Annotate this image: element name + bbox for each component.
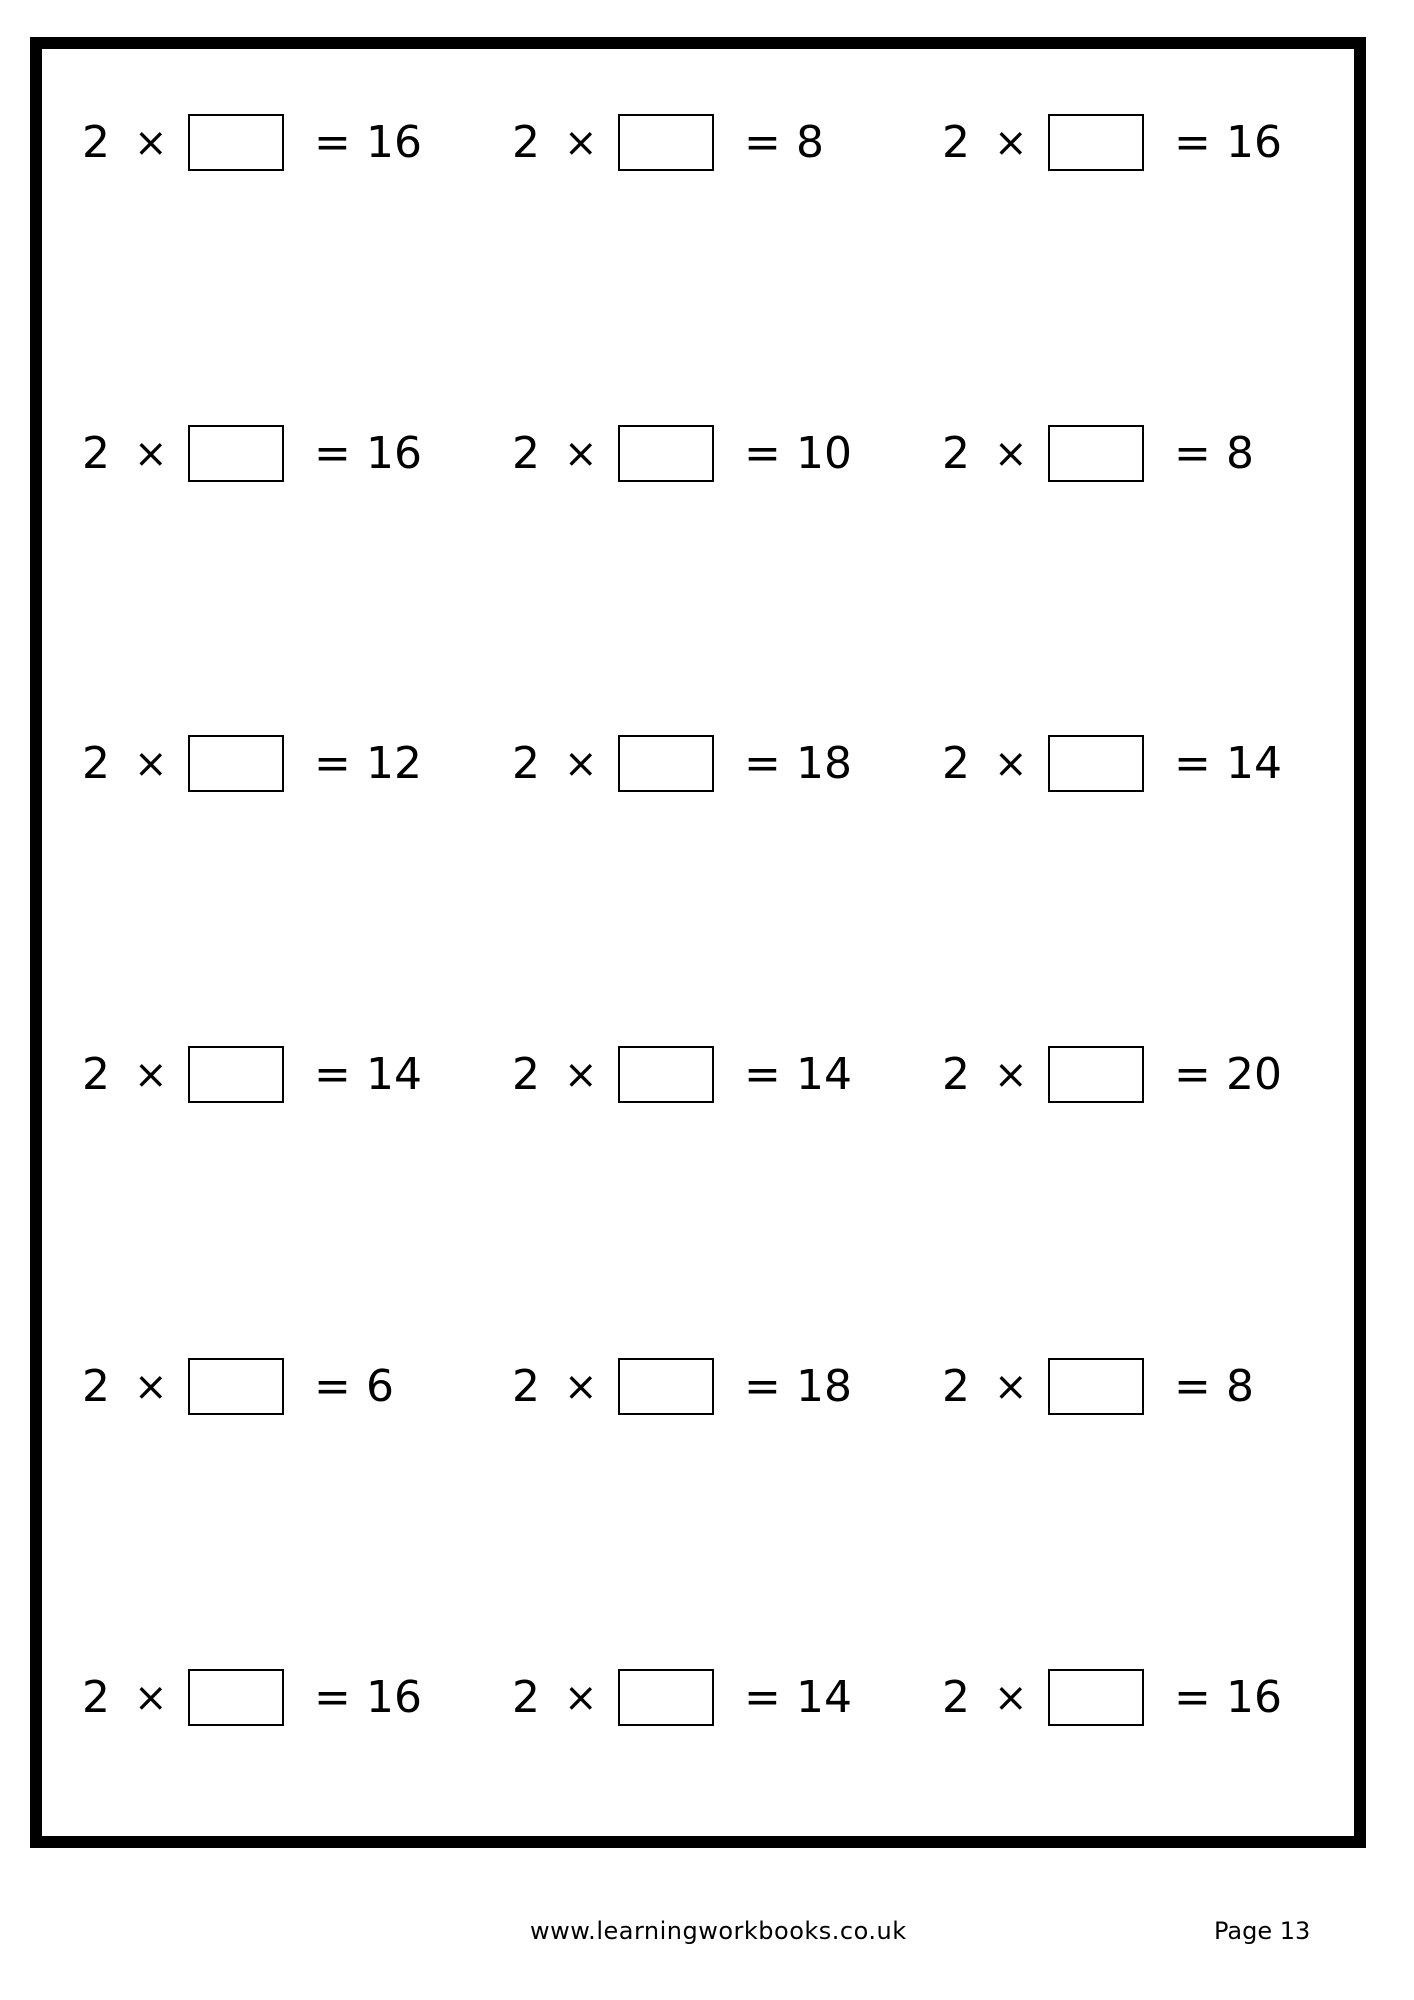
times-sign: ×	[134, 120, 168, 166]
factor: 2	[82, 1361, 110, 1412]
answer-box[interactable]	[188, 425, 284, 482]
times-sign: ×	[994, 431, 1028, 477]
factor: 2	[512, 1672, 540, 1723]
times-sign: ×	[134, 431, 168, 477]
problem	[942, 424, 1342, 484]
problem	[512, 734, 912, 794]
times-sign: ×	[564, 120, 598, 166]
answer-box[interactable]	[1048, 1046, 1144, 1103]
factor: 2	[942, 1361, 970, 1412]
equals-sign: =	[314, 1361, 351, 1412]
worksheet-border	[30, 37, 1366, 1848]
equals-sign: =	[744, 1361, 781, 1412]
factor: 2	[512, 738, 540, 789]
answer-box[interactable]	[188, 1669, 284, 1726]
factor: 2	[82, 1672, 110, 1723]
times-sign: ×	[134, 1675, 168, 1721]
product: 6	[366, 1361, 394, 1412]
equals-sign: =	[744, 117, 781, 168]
equals-sign: =	[1174, 117, 1211, 168]
problem	[942, 113, 1342, 173]
answer-box[interactable]	[188, 1046, 284, 1103]
equals-sign: =	[314, 1049, 351, 1100]
times-sign: ×	[994, 741, 1028, 787]
times-sign: ×	[564, 741, 598, 787]
problem	[942, 1357, 1342, 1417]
answer-box[interactable]	[1048, 1358, 1144, 1415]
factor: 2	[82, 738, 110, 789]
problem	[82, 734, 482, 794]
product: 16	[366, 1672, 422, 1723]
problem	[512, 424, 912, 484]
equals-sign: =	[314, 1672, 351, 1723]
equals-sign: =	[314, 117, 351, 168]
times-sign: ×	[564, 1052, 598, 1098]
times-sign: ×	[994, 1364, 1028, 1410]
product: 8	[1226, 428, 1254, 479]
equals-sign: =	[1174, 738, 1211, 789]
times-sign: ×	[994, 120, 1028, 166]
answer-box[interactable]	[618, 114, 714, 171]
answer-box[interactable]	[618, 1358, 714, 1415]
equals-sign: =	[1174, 1361, 1211, 1412]
times-sign: ×	[564, 1364, 598, 1410]
times-sign: ×	[994, 1675, 1028, 1721]
times-sign: ×	[564, 1675, 598, 1721]
product: 18	[796, 738, 852, 789]
answer-box[interactable]	[188, 114, 284, 171]
answer-box[interactable]	[188, 1358, 284, 1415]
factor: 2	[942, 117, 970, 168]
equals-sign: =	[314, 738, 351, 789]
factor: 2	[512, 117, 540, 168]
equals-sign: =	[744, 428, 781, 479]
answer-box[interactable]	[618, 1046, 714, 1103]
factor: 2	[82, 1049, 110, 1100]
equals-sign: =	[744, 738, 781, 789]
answer-box[interactable]	[1048, 425, 1144, 482]
answer-box[interactable]	[188, 735, 284, 792]
page-number: Page 13	[1214, 1917, 1311, 1945]
product: 16	[1226, 1672, 1282, 1723]
answer-box[interactable]	[1048, 1669, 1144, 1726]
problem	[82, 424, 482, 484]
equals-sign: =	[1174, 1672, 1211, 1723]
problem	[512, 1357, 912, 1417]
factor: 2	[942, 1672, 970, 1723]
factor: 2	[512, 1361, 540, 1412]
product: 16	[1226, 117, 1282, 168]
footer-url: www.learningworkbooks.co.uk	[530, 1917, 907, 1945]
product: 18	[796, 1361, 852, 1412]
equals-sign: =	[1174, 428, 1211, 479]
factor: 2	[942, 428, 970, 479]
product: 16	[366, 117, 422, 168]
product: 16	[366, 428, 422, 479]
factor: 2	[512, 428, 540, 479]
problem	[942, 1668, 1342, 1728]
times-sign: ×	[134, 741, 168, 787]
product: 14	[796, 1049, 852, 1100]
problem	[942, 734, 1342, 794]
factor: 2	[512, 1049, 540, 1100]
answer-box[interactable]	[618, 735, 714, 792]
factor: 2	[942, 1049, 970, 1100]
product: 20	[1226, 1049, 1282, 1100]
answer-box[interactable]	[618, 425, 714, 482]
product: 12	[366, 738, 422, 789]
problem	[512, 1045, 912, 1105]
problem	[512, 113, 912, 173]
factor: 2	[942, 738, 970, 789]
equals-sign: =	[744, 1672, 781, 1723]
product: 14	[796, 1672, 852, 1723]
equals-sign: =	[744, 1049, 781, 1100]
problem	[82, 113, 482, 173]
product: 14	[1226, 738, 1282, 789]
problem	[82, 1045, 482, 1105]
equals-sign: =	[314, 428, 351, 479]
equals-sign: =	[1174, 1049, 1211, 1100]
answer-box[interactable]	[1048, 735, 1144, 792]
answer-box[interactable]	[1048, 114, 1144, 171]
times-sign: ×	[134, 1364, 168, 1410]
problem	[512, 1668, 912, 1728]
problem	[942, 1045, 1342, 1105]
factor: 2	[82, 117, 110, 168]
times-sign: ×	[134, 1052, 168, 1098]
product: 10	[796, 428, 852, 479]
problem	[82, 1668, 482, 1728]
answer-box[interactable]	[618, 1669, 714, 1726]
times-sign: ×	[564, 431, 598, 477]
product: 8	[1226, 1361, 1254, 1412]
problem	[82, 1357, 482, 1417]
times-sign: ×	[994, 1052, 1028, 1098]
product: 14	[366, 1049, 422, 1100]
product: 8	[796, 117, 824, 168]
factor: 2	[82, 428, 110, 479]
